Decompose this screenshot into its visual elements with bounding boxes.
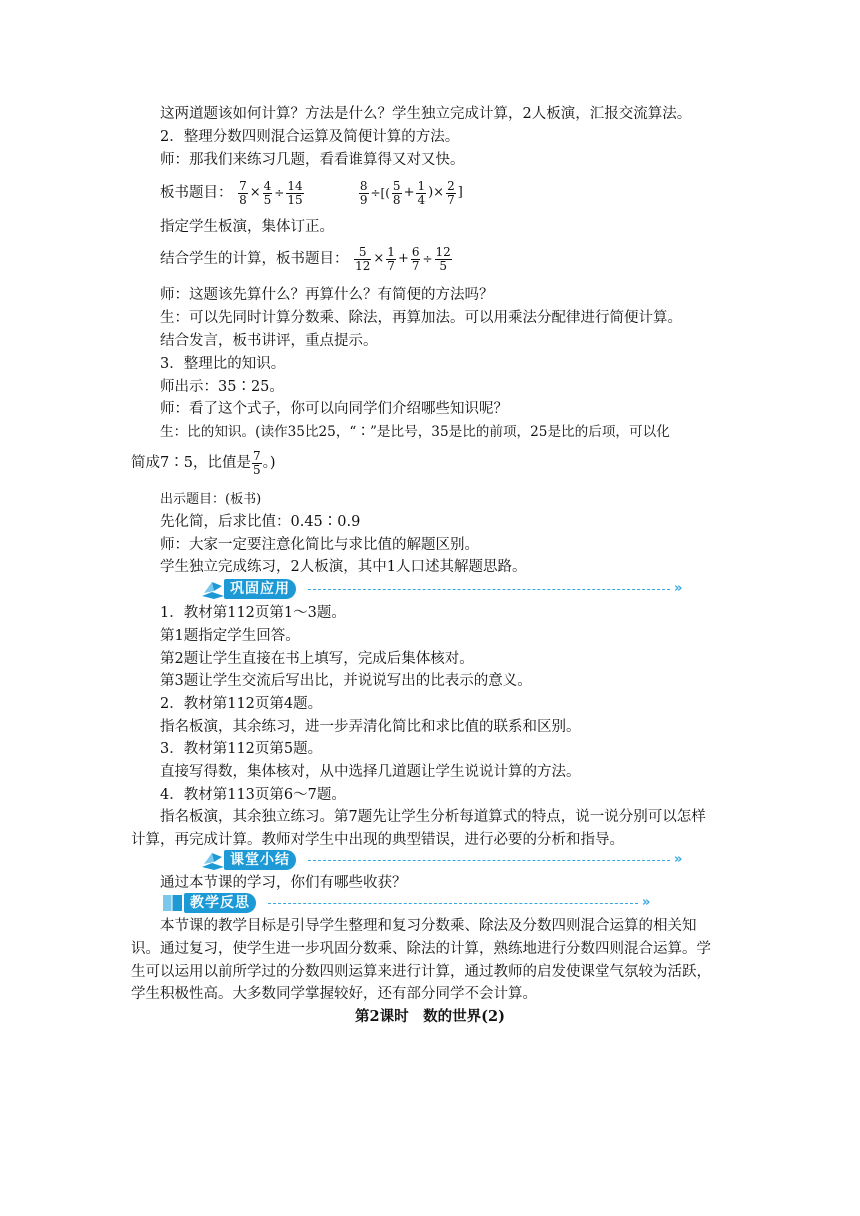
dashed-rule — [308, 589, 670, 590]
double-chevron-icon: » — [642, 895, 651, 910]
fraction: $\frac{1}{4}$ — [417, 178, 426, 207]
dashed-rule — [268, 903, 638, 904]
paragraph: 通过本节课的学习，你们有哪些收获？ — [160, 875, 407, 891]
paragraph: 第1题指定学生回答。 — [160, 628, 300, 644]
paragraph: 直接写得数，集体核对，从中选择几道题让学生说说计算的方法。 — [160, 764, 581, 780]
paragraph-continuation: 计算，再完成计算。教师对学生中出现的典型错误，进行必要的分析和指导。 — [131, 832, 624, 848]
book-icon — [200, 849, 226, 871]
book-icon — [160, 892, 186, 914]
paragraph: 第3题让学生交流后写出比，并说说写出的比表示的意义。 — [160, 673, 532, 689]
paragraph: 生：可以先同时计算分数乘、除法，再算加法。可以用乘法分配律进行简便计算。 — [160, 310, 682, 326]
paragraph: 指名板演，其余独立练习。第7题先让学生分析每道算式的特点，说一说分别可以怎样 — [160, 809, 706, 825]
board-problem-line: 结合学生的计算，板书题目： $\frac{5}{12}$ × $\frac{1}{7}$ + $\frac{6}{7}$ ÷ $\frac{12}{5}$ — [160, 244, 451, 273]
section-title: 课堂小结 — [224, 850, 296, 870]
paragraph: 师出示：35∶25。 — [160, 379, 284, 395]
fraction: $\frac{4}{5}$ — [263, 178, 272, 207]
paragraph: 这两道题该如何计算？方法是什么？学生独立完成计算，2人板演，汇报交流算法。 — [160, 106, 692, 122]
paragraph: 第2题让学生直接在书上填写，完成后集体核对。 — [160, 651, 474, 667]
fraction: $\frac{12}{5}$ — [435, 244, 451, 273]
paragraph: 生：比的知识。(读作35比25，“∶”是比号，35是比的前项，25是比的后项，可以化 — [160, 424, 670, 440]
board-problem-line: 板书题目： $\frac{7}{8}$ × $\frac{4}{5}$ ÷ $\frac{14}{15}$ $\frac{8}{9}$ ÷[( $\frac{5}{8}$ + $\frac{1}{4}$ )× $\frac{2}{7}$ ] — [160, 178, 463, 207]
section-header-summary — [200, 849, 690, 871]
fraction: $\frac{6}{7}$ — [411, 244, 420, 273]
dashed-rule — [308, 860, 670, 861]
paragraph: 先化简，后求比值：0.45∶0.9 — [160, 514, 361, 530]
paragraph-continuation: 识。通过复习，使学生进一步巩固分数乘、除法的计算，熟练地进行分数四则混合运算。学 — [131, 941, 711, 957]
fraction: $\frac{5}{12}$ — [355, 244, 371, 273]
fraction: $\frac{5}{8}$ — [392, 178, 401, 207]
list-item: 3．教材第112页第5题。 — [160, 741, 323, 757]
fraction: $\frac{8}{9}$ — [359, 178, 368, 207]
section-title: 巩固应用 — [224, 579, 296, 599]
paragraph: 出示题目：(板书) — [160, 492, 262, 507]
paragraph: 师：大家一定要注意化简比与求比值的解题区别。 — [160, 537, 479, 553]
section-header-reflection — [160, 892, 660, 914]
list-item: 1．教材第112页第1～3题。 — [160, 605, 346, 621]
paragraph: 学生独立完成练习，2人板演，其中1人口述其解题思路。 — [160, 559, 527, 575]
paragraph: 指名板演，其余练习，进一步弄清化简比和求比值的联系和区别。 — [160, 719, 581, 735]
fraction: $\frac{14}{15}$ — [287, 178, 303, 207]
paragraph-continuation: 生可以运用以前所学过的分数四则运算来进行计算，通过教师的启发使课堂气氛较为活跃， — [131, 964, 711, 980]
section-heading: 2．整理分数四则混合运算及简便计算的方法。 — [160, 129, 460, 145]
section-header-consolidate — [200, 578, 690, 600]
list-item: 4．教材第113页第6～7题。 — [160, 787, 346, 803]
paragraph: 本节课的教学目标是引导学生整理和复习分数乘、除法及分数四则混合运算的相关知 — [160, 918, 697, 934]
section-heading: 3．整理比的知识。 — [160, 356, 286, 372]
fraction: $\frac{1}{7}$ — [387, 244, 395, 273]
double-chevron-icon: » — [674, 581, 683, 596]
lesson-title: 第2课时 数的世界(2) — [355, 1008, 505, 1025]
paragraph-continuation: 学生积极性高。大多数同学掌握较好，还有部分同学不会计算。 — [131, 986, 537, 1002]
book-icon — [200, 578, 226, 600]
paragraph: 结合发言，板书讲评，重点提示。 — [160, 333, 378, 349]
fraction: $\frac{2}{7}$ — [447, 178, 455, 207]
paragraph: 师：那我们来练习几题，看看谁算得又对又快。 — [160, 152, 465, 168]
double-chevron-icon: » — [674, 852, 683, 867]
paragraph: 师：看了这个式子，你可以向同学们介绍哪些知识呢？ — [160, 401, 508, 417]
paragraph: 指定学生板演，集体订正。 — [160, 219, 334, 235]
list-item: 2．教材第112页第4题。 — [160, 696, 323, 712]
board-label: 板书题目： — [160, 185, 233, 201]
fraction: $\frac{7}{8}$ — [239, 178, 247, 207]
paragraph-continuation: 简成7∶5，比值是 $\frac{7}{5}$ 。) — [131, 448, 276, 477]
board-label: 结合学生的计算，板书题目： — [160, 251, 349, 267]
section-title: 教学反思 — [184, 893, 256, 913]
fraction: $\frac{7}{5}$ — [252, 448, 261, 477]
paragraph: 师：这题该先算什么？再算什么？有简便的方法吗？ — [160, 287, 494, 303]
